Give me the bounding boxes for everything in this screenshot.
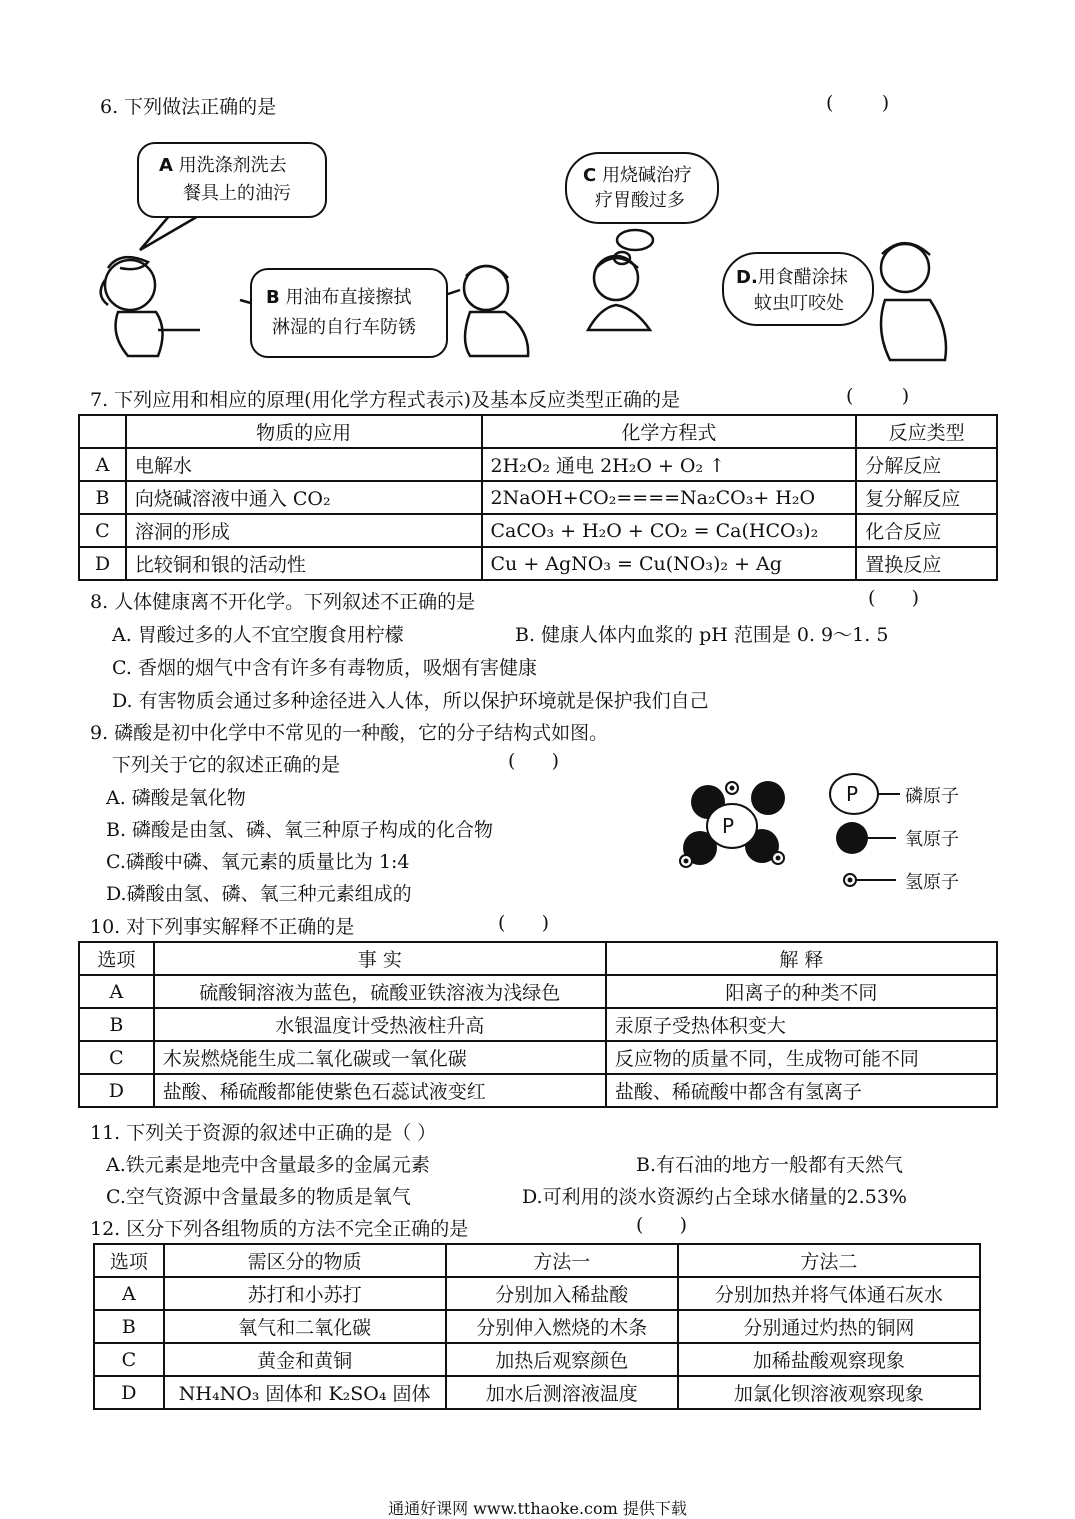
q8-stem: 8. 人体健康离不开化学。下列叙述不正确的是	[90, 591, 476, 613]
q10-explanation: 阳离子的种类不同	[606, 975, 997, 1008]
q9-answer-paren: ( )	[508, 750, 560, 772]
q12-method1: 加热后观察颜色	[446, 1343, 678, 1376]
q12-opt: D	[94, 1376, 164, 1409]
q10-explanation: 反应物的质量不同，生成物可能不同	[606, 1041, 997, 1074]
q7-table	[78, 414, 998, 581]
table-row	[79, 514, 997, 547]
bubble-b-letter: B	[266, 287, 280, 308]
legend-oxygen-label: 氧原子	[905, 829, 959, 850]
q12-header-method1: 方法一	[446, 1244, 678, 1277]
q7-use: 溶洞的形成	[126, 514, 482, 547]
bubble-b	[250, 268, 448, 358]
q10-explanation: 盐酸、稀硫酸中都含有氢离子	[606, 1074, 997, 1107]
q12-substances: 苏打和小苏打	[164, 1277, 446, 1310]
bubble-d-letter: D.	[736, 267, 758, 288]
table-row	[79, 1074, 997, 1107]
q12-header-method2: 方法二	[678, 1244, 980, 1277]
q10-stem: 10. 对下列事实解释不正确的是	[90, 916, 355, 938]
q10-table	[78, 941, 998, 1108]
q7-opt: B	[79, 481, 126, 514]
q7-equation: 2NaOH+CO₂====Na₂CO₃+ H₂O	[482, 481, 857, 514]
bubble-c-line1: 用烧碱治疗	[601, 165, 692, 186]
q12-header-row	[94, 1244, 980, 1277]
bubble-c-letter: C	[583, 165, 597, 186]
q7-type: 化合反应	[856, 514, 997, 547]
q9-stem: 9. 磷酸是初中化学中不常见的一种酸，它的分子结构式如图。	[90, 722, 609, 744]
q7-opt: D	[79, 547, 126, 580]
bubble-a-letter: A	[159, 155, 173, 176]
q10-header-explanation: 解 释	[606, 942, 997, 975]
q7-header-use: 物质的应用	[126, 415, 482, 448]
q12-substances: 黄金和黄铜	[164, 1343, 446, 1376]
q12-substances: 氧气和二氧化碳	[164, 1310, 446, 1343]
bubble-a-line1: 用洗涤剂洗去	[178, 155, 287, 176]
bubble-b-line2: 淋湿的自行车防锈	[272, 317, 416, 338]
q7-header-equation: 化学方程式	[482, 415, 857, 448]
q12-method2: 加稀盐酸观察现象	[678, 1343, 980, 1376]
q7-equation: Cu + AgNO₃ = Cu(NO₃)₂ + Ag	[482, 547, 857, 580]
q11-option-b: B.有石油的地方一般都有天然气	[636, 1154, 904, 1176]
q12-opt: B	[94, 1310, 164, 1343]
q7-header-row	[79, 415, 997, 448]
molecule-p-label: P	[722, 814, 735, 838]
q7-stem: 7. 下列应用和相应的原理(用化学方程式表示)及基本反应类型正确的是	[90, 389, 680, 411]
q8-option-b: B. 健康人体内血浆的 pH 范围是 0. 9～1. 5	[515, 624, 889, 646]
bubble-d-line2: 蚊虫叮咬处	[754, 293, 844, 314]
q10-fact: 木炭燃烧能生成二氧化碳或一氧化碳	[154, 1041, 606, 1074]
page-footer: 通通好课网 www.tthaoke.com 提供下载	[388, 1499, 687, 1518]
q11-option-a: A.铁元素是地壳中含量最多的金属元素	[106, 1154, 430, 1176]
table-row	[94, 1310, 980, 1343]
q10-header-fact: 事 实	[154, 942, 606, 975]
q10-header-row	[79, 942, 997, 975]
q7-use: 电解水	[126, 448, 482, 481]
bubble-c-line2: 疗胃酸过多	[595, 190, 685, 211]
table-row	[94, 1376, 980, 1409]
q7-type: 置换反应	[856, 547, 997, 580]
table-row	[79, 547, 997, 580]
table-row	[94, 1277, 980, 1310]
q12-answer-paren: ( )	[636, 1214, 688, 1236]
q9-option-d: D.磷酸由氢、磷、氧三种元素组成的	[106, 883, 412, 905]
q12-method1: 分别加入稀盐酸	[446, 1277, 678, 1310]
q7-use: 向烧碱溶液中通入 CO₂	[126, 481, 482, 514]
q9-stem2: 下列关于它的叙述正确的是	[112, 754, 341, 776]
q10-explanation: 汞原子受热体积变大	[606, 1008, 997, 1041]
q7-equation: CaCO₃ + H₂O + CO₂ = Ca(HCO₃)₂	[482, 514, 857, 547]
q7-header-type: 反应类型	[856, 415, 997, 448]
q12-substances: NH₄NO₃ 固体和 K₂SO₄ 固体	[164, 1376, 446, 1409]
bubble-c	[565, 152, 719, 224]
q10-header-option: 选项	[79, 942, 154, 975]
q12-method2: 分别通过灼热的铜网	[678, 1310, 980, 1343]
q10-opt: D	[79, 1074, 154, 1107]
bubble-a	[137, 142, 327, 218]
q12-method1: 分别伸入燃烧的木条	[446, 1310, 678, 1343]
q8-answer-paren: ( )	[868, 587, 920, 609]
legend-phosphorus-label: 磷原子	[905, 786, 959, 807]
q10-answer-paren: ( )	[498, 912, 550, 934]
q9-option-a: A. 磷酸是氧化物	[106, 787, 246, 809]
q10-opt: B	[79, 1008, 154, 1041]
q10-opt: C	[79, 1041, 154, 1074]
bubble-b-line1: 用油布直接擦拭	[285, 287, 412, 308]
q7-equation: 2H₂O₂ 通电 2H₂O + O₂ ↑	[482, 448, 857, 481]
q12-method2: 加氯化钡溶液观察现象	[678, 1376, 980, 1409]
q7-opt: C	[79, 514, 126, 547]
table-row	[79, 975, 997, 1008]
q6-answer-paren: ( )	[826, 92, 890, 114]
bubble-a-line2: 餐具上的油污	[183, 183, 291, 204]
q8-option-a: A. 胃酸过多的人不宜空腹食用柠檬	[112, 624, 404, 646]
q12-method2: 分别加热并将气体通石灰水	[678, 1277, 980, 1310]
q10-fact: 水银温度计受热液柱升高	[154, 1008, 606, 1041]
q8-option-d: D. 有害物质会通过多种途径进入人体，所以保护环境就是保护我们自己	[112, 690, 709, 712]
legend-hydrogen-label: 氢原子	[905, 872, 959, 893]
q7-answer-paren: ( )	[846, 385, 910, 407]
q7-type: 分解反应	[856, 448, 997, 481]
bubble-d	[722, 252, 874, 326]
table-row	[79, 481, 997, 514]
table-row	[79, 1041, 997, 1074]
legend-p-letter: P	[846, 782, 859, 806]
q9-option-b: B. 磷酸是由氢、磷、氧三种原子构成的化合物	[106, 819, 494, 841]
q7-header-blank	[79, 415, 126, 448]
q11-stem: 11. 下列关于资源的叙述中正确的是（ ）	[90, 1122, 437, 1144]
q12-table	[93, 1243, 981, 1410]
q7-type: 复分解反应	[856, 481, 997, 514]
q11-option-c: C.空气资源中含量最多的物质是氧气	[106, 1186, 411, 1208]
legend-oxygen-symbol	[836, 822, 868, 854]
q7-use: 比较铜和银的活动性	[126, 547, 482, 580]
oxygen-atom	[751, 781, 785, 815]
q6-stem: 6. 下列做法正确的是	[100, 96, 277, 118]
table-row	[79, 448, 997, 481]
q12-header-substances: 需区分的物质	[164, 1244, 446, 1277]
q8-option-c: C. 香烟的烟气中含有许多有毒物质，吸烟有害健康	[112, 657, 537, 679]
q12-opt: A	[94, 1277, 164, 1310]
q11-option-d: D.可利用的淡水资源约占全球水储量的2.53%	[522, 1186, 907, 1208]
bubble-d-line1: 用食醋涂抹	[757, 267, 848, 288]
q7-opt: A	[79, 448, 126, 481]
q10-fact: 盐酸、稀硫酸都能使紫色石蕊试液变红	[154, 1074, 606, 1107]
q10-fact: 硫酸铜溶液为蓝色，硫酸亚铁溶液为浅绿色	[154, 975, 606, 1008]
table-row	[94, 1343, 980, 1376]
q10-opt: A	[79, 975, 154, 1008]
q12-stem: 12. 区分下列各组物质的方法不完全正确的是	[90, 1218, 469, 1240]
q12-header-option: 选项	[94, 1244, 164, 1277]
q12-opt: C	[94, 1343, 164, 1376]
table-row	[79, 1008, 997, 1041]
q9-option-c: C.磷酸中磷、氧元素的质量比为 1:4	[106, 851, 410, 873]
q12-method1: 加水后测溶液温度	[446, 1376, 678, 1409]
